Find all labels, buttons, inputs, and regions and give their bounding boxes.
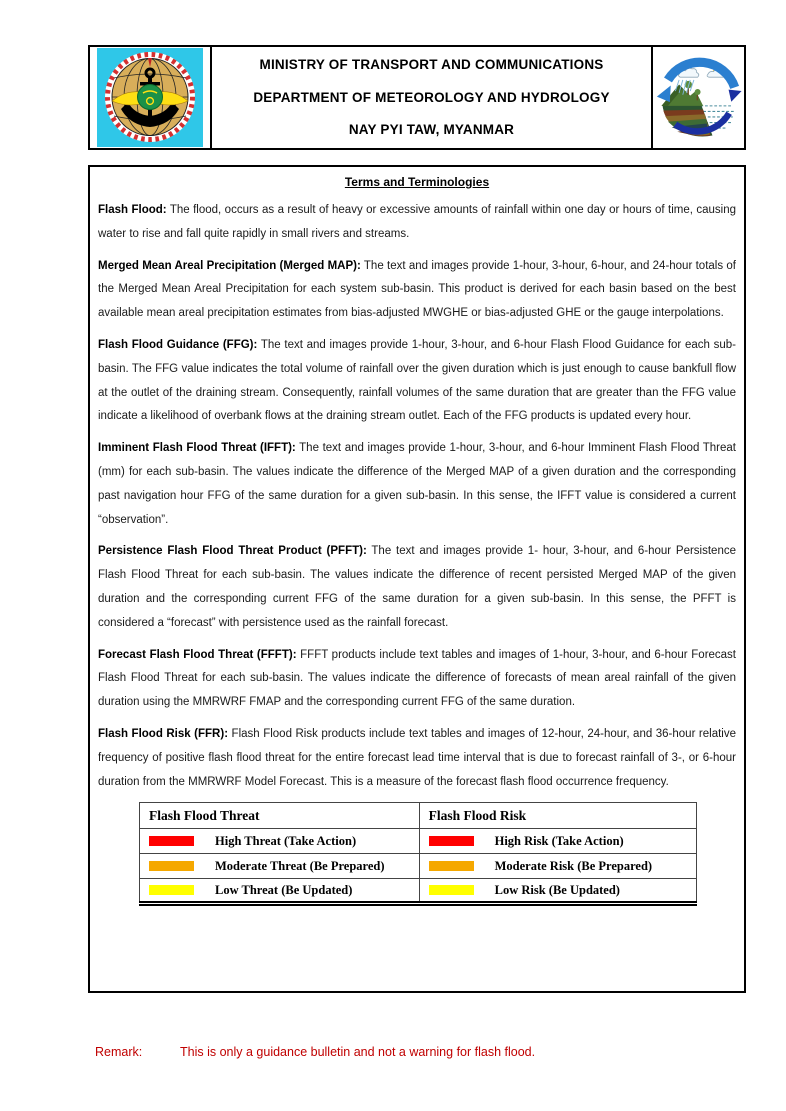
term-definition <box>98 255 736 326</box>
color-swatch <box>149 836 194 846</box>
ministry-logo-cell <box>90 47 212 148</box>
color-swatch <box>149 861 194 871</box>
term-text: Flash Flood Risk products include text tables and images of 12-hour, 24-hour, and 36-hour relative frequency of positive flash flood threat for the entire forecast lead time interval that is due to forecast rainfall of 3-, or 6-hour duration from the MMRWRF Model Forecast. This is a measure of the forecast flash flood occurrence frequency. <box>98 727 736 788</box>
legend-cell-threat <box>140 879 420 904</box>
term-name: Flash Flood Guidance (FFG): <box>98 338 258 351</box>
legend-header-row <box>140 803 697 829</box>
legend-label: Moderate Risk (Be Prepared) <box>494 858 653 873</box>
legend-cell-threat <box>140 854 420 879</box>
term-name: Imminent Flash Flood Threat (IFFT): <box>98 442 296 455</box>
department-name: DEPARTMENT OF METEOROLOGY AND HYDROLOGY <box>253 89 610 105</box>
term-text: FFFT products include text tables and images of 1-hour, 3-hour, and 6-hour Forecast Flash Flood Threat for each sub-basin. The values indicate the difference of forecasts of mean areal rainfall of the given duration using the MMRWRF FMAP and the corresponding current FFG of the same duration. <box>98 648 737 709</box>
legend-cell-risk <box>419 854 696 879</box>
remark-label: Remark: <box>95 1045 143 1059</box>
legend-table <box>139 802 697 906</box>
remark-text: This is only a guidance bulletin and not a warning for flash flood. <box>180 1045 536 1059</box>
dmh-logo-cell <box>653 47 744 148</box>
legend-cell-risk <box>419 829 696 854</box>
term-text: The text and images provide 1- hour, 3-hour, and 6-hour Persistence Flash Flood Threat for each sub-basin. The values indicate the difference of recent persisted Merged MAP of the given duration and the corresponding current FFG of the same duration for a given sub-basin. In this sense, the PFFT is considered a “forecast” with persistence used as the rainfall forecast. <box>98 545 736 629</box>
term-name: Flash Flood: <box>98 204 167 216</box>
term-text: The text and images provide 1-hour, 3-hour, and 6-hour Imminent Flash Flood Threat (mm) for each sub-basin. The values indicate the difference of the Merged MAP of a given duration and the corresponding past navigation hour FFG of the same duration for a given sub-basin. In this sense, the IFFT value is considered a current “observation”. <box>98 442 736 526</box>
legend-row <box>140 829 697 854</box>
term-name: Persistence Flash Flood Threat Product (PFFT): <box>98 545 367 558</box>
term-definition <box>98 644 736 715</box>
legend-label: Moderate Threat (Be Prepared) <box>215 858 385 873</box>
legend-label: High Risk (Take Action) <box>494 833 624 848</box>
term-text: The text and images provide 1-hour, 3-hour, 6-hour, and 24-hour totals of the Merged Mean Areal Precipitation for each system sub-basin. This product is derived for each basin based on the best available mean areal precipitation estimates from bias-adjusted MWGHE or bias-adjusted GHE or the gauge interpolations. <box>98 259 736 320</box>
ministry-name: MINISTRY OF TRANSPORT AND COMMUNICATIONS <box>259 57 604 72</box>
legend-cell-threat <box>140 829 420 854</box>
term-name: Flash Flood Risk (FFR): <box>98 727 229 740</box>
color-swatch <box>429 885 474 895</box>
legend-header-threat: Flash Flood Threat <box>140 803 420 829</box>
legend-row <box>140 854 697 879</box>
term-definition <box>98 437 736 532</box>
term-text: The flood, occurs as a result of heavy or excessive amounts of rainfall within one day or hours of time, causing water to rise and fall quite rapidly in small rivers and streams. <box>98 204 736 240</box>
terms-list <box>98 199 736 794</box>
legend-cell-risk <box>419 879 696 904</box>
term-definition <box>98 723 736 794</box>
term-text: The text and images provide 1-hour, 3-hour, and 6-hour Flash Flood Guidance for each sub-basin. The FFG value indicates the total volume of rainfall over the given duration which is just enough to cause bankfull flow at the outlet of the draining stream. Consequently, rainfall volumes of the same duration that are greater than the FFG value indicate a likelihood of overbank flows at the draining stream outlet. Each of the FFG products is updated every hour. <box>98 338 736 423</box>
legend-label: High Threat (Take Action) <box>215 833 357 848</box>
letterhead <box>88 45 746 150</box>
legend-header-risk: Flash Flood Risk <box>419 803 696 829</box>
term-definition <box>98 334 736 429</box>
color-swatch <box>149 885 194 895</box>
legend-label: Low Threat (Be Updated) <box>215 882 353 897</box>
location-name: NAY PYI TAW, MYANMAR <box>348 122 515 137</box>
term-name: Forecast Flash Flood Threat (FFFT): <box>98 648 297 661</box>
term-definition <box>98 540 736 635</box>
motc-logo-icon <box>97 48 203 147</box>
color-swatch <box>429 836 474 846</box>
term-definition <box>98 199 736 247</box>
page-title: Terms and Terminologies <box>344 175 490 189</box>
remark <box>95 1045 535 1059</box>
dmh-logo-icon <box>655 52 743 144</box>
legend-row <box>140 879 697 904</box>
terms-box <box>88 165 746 993</box>
letterhead-text <box>212 47 653 148</box>
color-swatch <box>429 861 474 871</box>
term-name: Merged Mean Areal Precipitation (Merged MAP): <box>98 259 361 272</box>
legend-label: Low Risk (Be Updated) <box>494 882 620 897</box>
